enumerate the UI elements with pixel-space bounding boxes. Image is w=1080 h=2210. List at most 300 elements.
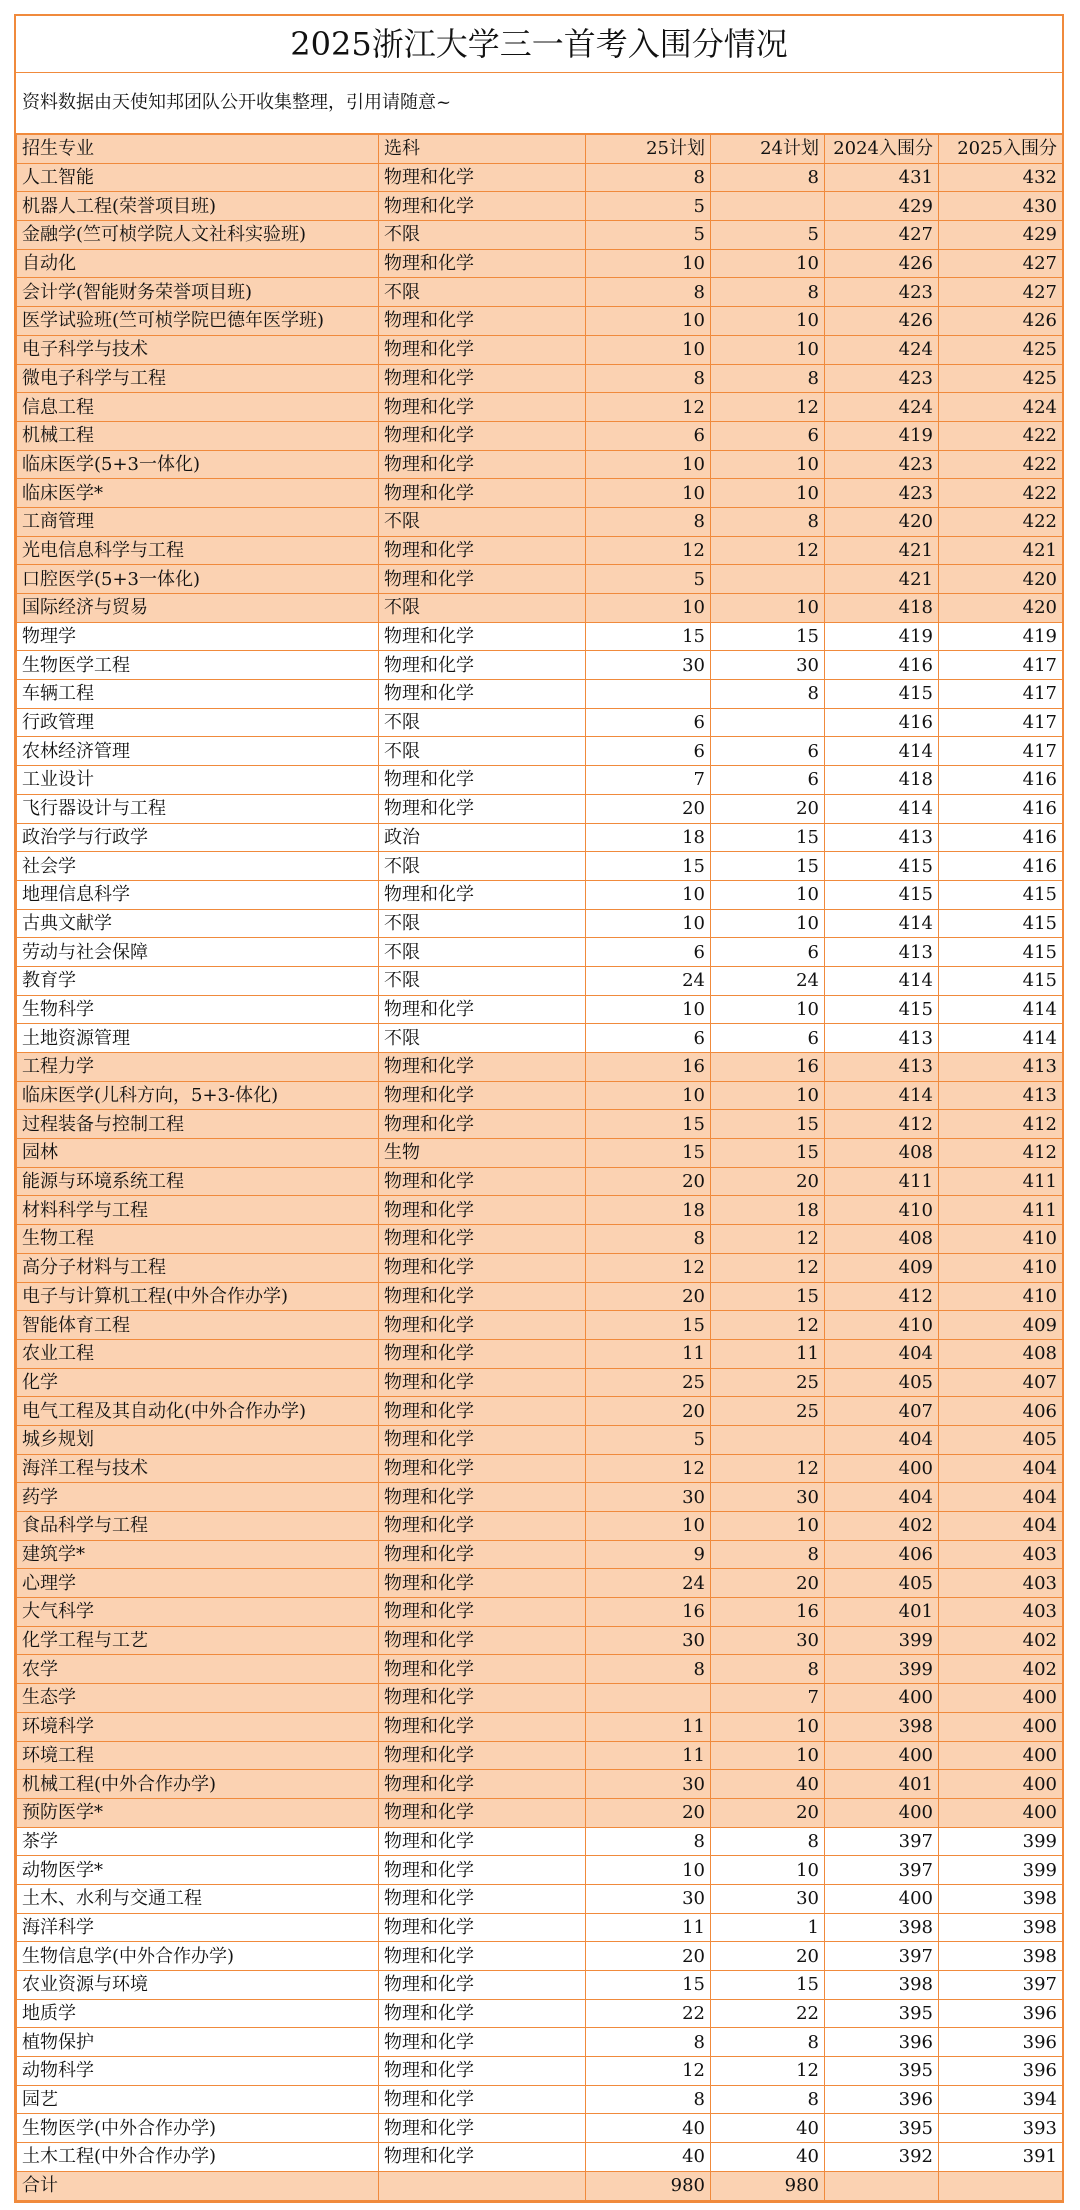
table-row (17, 307, 1063, 336)
table-cell: 400 (825, 1684, 939, 1713)
table-cell: 物理和化学 (379, 1999, 586, 2028)
table-row (17, 1139, 1063, 1168)
table-cell: 414 (825, 737, 939, 766)
table-cell: 426 (825, 307, 939, 336)
table-cell: 20 (586, 1167, 711, 1196)
table-cell: 397 (939, 1971, 1063, 2000)
table-cell: 20 (586, 1282, 711, 1311)
table-cell: 424 (825, 393, 939, 422)
table-row (17, 2057, 1063, 2086)
table-row (17, 536, 1063, 565)
table-cell: 413 (939, 1081, 1063, 1110)
table-cell: 物理和化学 (379, 2057, 586, 2086)
table-cell: 10 (711, 450, 825, 479)
table-cell: 15 (586, 1110, 711, 1139)
table-cell: 18 (586, 1196, 711, 1225)
table-cell: 物理和化学 (379, 1971, 586, 2000)
table-cell: 396 (939, 2028, 1063, 2057)
table-row (17, 421, 1063, 450)
table-cell: 物理和化学 (379, 1225, 586, 1254)
table-cell: 15 (586, 1311, 711, 1340)
table-cell: 20 (711, 1569, 825, 1598)
table-cell: 15 (711, 1139, 825, 1168)
table-cell: 物理和化学 (379, 364, 586, 393)
table-cell: 413 (825, 823, 939, 852)
table-cell: 416 (939, 823, 1063, 852)
table-cell: 物理和化学 (379, 565, 586, 594)
table-cell: 398 (939, 1942, 1063, 1971)
table-cell: 16 (586, 1598, 711, 1627)
table-cell: 25 (711, 1368, 825, 1397)
table-row (17, 1598, 1063, 1627)
table-row (17, 938, 1063, 967)
table-cell: 10 (711, 249, 825, 278)
table-cell: 物理和化学 (379, 249, 586, 278)
table-cell: 6 (711, 421, 825, 450)
table-row (17, 393, 1063, 422)
table-cell: 物理和化学 (379, 1827, 586, 1856)
table-cell: 农业资源与环境 (17, 1971, 379, 2000)
table-row (17, 995, 1063, 1024)
table-cell: 6 (586, 1024, 711, 1053)
table-cell: 6 (586, 938, 711, 967)
table-cell: 政治学与行政学 (17, 823, 379, 852)
table-cell: 6 (711, 938, 825, 967)
table-cell: 物理和化学 (379, 1311, 586, 1340)
table-cell: 410 (939, 1253, 1063, 1282)
table-cell: 411 (939, 1167, 1063, 1196)
table-cell: 421 (939, 536, 1063, 565)
table-cell: 427 (939, 278, 1063, 307)
table-cell: 12 (711, 536, 825, 565)
table-cell: 大气科学 (17, 1598, 379, 1627)
table-cell: 404 (939, 1454, 1063, 1483)
table-cell: 402 (939, 1655, 1063, 1684)
table-row (17, 192, 1063, 221)
table-cell: 398 (825, 1712, 939, 1741)
table-cell: 407 (825, 1397, 939, 1426)
table-cell: 416 (939, 852, 1063, 881)
table-cell: 431 (825, 163, 939, 192)
table-cell: 400 (939, 1712, 1063, 1741)
page-title: 2025浙江大学三一首考入围分情况 (16, 16, 1062, 73)
table-cell: 410 (939, 1225, 1063, 1254)
table-cell: 418 (825, 766, 939, 795)
table-cell: 15 (586, 1139, 711, 1168)
table-cell: 402 (825, 1512, 939, 1541)
table-row (17, 1626, 1063, 1655)
table-cell: 过程装备与控制工程 (17, 1110, 379, 1139)
table-cell: 404 (825, 1483, 939, 1512)
table-cell: 物理和化学 (379, 1053, 586, 1082)
table-cell: 395 (825, 2057, 939, 2086)
table-cell: 16 (711, 1053, 825, 1082)
table-row (17, 1770, 1063, 1799)
table-cell: 10 (586, 1512, 711, 1541)
table-row (17, 1540, 1063, 1569)
table-cell: 物理和化学 (379, 995, 586, 1024)
table-cell: 药学 (17, 1483, 379, 1512)
table-cell: 25 (711, 1397, 825, 1426)
table-cell: 10 (586, 880, 711, 909)
table-cell: 12 (586, 1253, 711, 1282)
table-cell: 物理和化学 (379, 2028, 586, 2057)
table-row (17, 1024, 1063, 1053)
table-row (17, 1339, 1063, 1368)
table-cell: 30 (586, 1483, 711, 1512)
table-cell: 物理和化学 (379, 1770, 586, 1799)
table-cell: 20 (711, 794, 825, 823)
table-row (17, 1397, 1063, 1426)
table-cell: 404 (825, 1425, 939, 1454)
table-cell: 车辆工程 (17, 680, 379, 709)
table-row (17, 1425, 1063, 1454)
table-cell: 425 (939, 335, 1063, 364)
table-cell: 7 (711, 1684, 825, 1713)
table-cell: 413 (825, 938, 939, 967)
table-row (17, 2114, 1063, 2143)
table-cell: 414 (825, 794, 939, 823)
table-cell: 8 (586, 2085, 711, 2114)
table-row (17, 794, 1063, 823)
table-cell: 432 (939, 163, 1063, 192)
table-cell: 10 (586, 995, 711, 1024)
table-cell: 399 (825, 1655, 939, 1684)
table-cell: 30 (586, 1770, 711, 1799)
table-cell: 401 (825, 1598, 939, 1627)
table-row (17, 278, 1063, 307)
table-cell: 智能体育工程 (17, 1311, 379, 1340)
table-row (17, 594, 1063, 623)
table-cell: 426 (825, 249, 939, 278)
table-cell: 国际经济与贸易 (17, 594, 379, 623)
table-cell: 18 (711, 1196, 825, 1225)
table-row (17, 1655, 1063, 1684)
table-cell: 410 (939, 1282, 1063, 1311)
table-cell: 10 (711, 1081, 825, 1110)
table-row (17, 651, 1063, 680)
table-cell: 399 (825, 1626, 939, 1655)
table-cell: 12 (586, 2057, 711, 2086)
table-cell: 工商管理 (17, 507, 379, 536)
table-cell: 12 (711, 1225, 825, 1254)
table-cell: 398 (939, 1913, 1063, 1942)
table-cell: 10 (586, 1856, 711, 1885)
table-cell: 410 (825, 1196, 939, 1225)
table-row (17, 507, 1063, 536)
table-cell: 物理和化学 (379, 1483, 586, 1512)
table-cell: 8 (586, 507, 711, 536)
table-cell: 8 (711, 507, 825, 536)
table-cell: 物理和化学 (379, 1798, 586, 1827)
table-cell: 429 (939, 221, 1063, 250)
table-cell: 8 (711, 163, 825, 192)
table-cell: 机器人工程(荣誉项目班) (17, 192, 379, 221)
table-cell: 403 (939, 1540, 1063, 1569)
table-cell: 406 (825, 1540, 939, 1569)
table-cell: 微电子科学与工程 (17, 364, 379, 393)
table-cell: 8 (711, 1655, 825, 1684)
table-row (17, 1196, 1063, 1225)
table-cell: 生物 (379, 1139, 586, 1168)
table-cell: 413 (939, 1053, 1063, 1082)
table-cell: 化学工程与工艺 (17, 1626, 379, 1655)
table-cell: 10 (711, 335, 825, 364)
table-cell: 城乡规划 (17, 1425, 379, 1454)
table-cell (711, 565, 825, 594)
table-cell: 物理和化学 (379, 1856, 586, 1885)
table-cell: 394 (939, 2085, 1063, 2114)
table-cell: 不限 (379, 938, 586, 967)
table-cell: 408 (939, 1339, 1063, 1368)
table-cell: 机械工程(中外合作办学) (17, 1770, 379, 1799)
table-cell: 10 (586, 307, 711, 336)
table-row (17, 249, 1063, 278)
table-cell: 399 (939, 1827, 1063, 1856)
table-cell: 物理和化学 (379, 2085, 586, 2114)
table-cell: 6 (586, 737, 711, 766)
table-row (17, 335, 1063, 364)
table-cell: 420 (825, 507, 939, 536)
table-cell: 396 (939, 1999, 1063, 2028)
table-cell: 6 (711, 766, 825, 795)
table-cell: 物理和化学 (379, 1397, 586, 1426)
table-cell: 396 (825, 2085, 939, 2114)
table-cell: 人工智能 (17, 163, 379, 192)
table-cell: 412 (825, 1282, 939, 1311)
table-row (17, 680, 1063, 709)
table-cell: 400 (939, 1770, 1063, 1799)
table-cell: 土木、水利与交通工程 (17, 1884, 379, 1913)
table-cell: 393 (939, 2114, 1063, 2143)
table-cell: 劳动与社会保障 (17, 938, 379, 967)
table-cell: 地理信息科学 (17, 880, 379, 909)
table-cell: 建筑学* (17, 1540, 379, 1569)
table-row (17, 1512, 1063, 1541)
table-cell: 415 (825, 852, 939, 881)
table-cell: 7 (586, 766, 711, 795)
table-cell: 物理和化学 (379, 1282, 586, 1311)
table-cell: 403 (939, 1569, 1063, 1598)
table-cell: 物理和化学 (379, 1339, 586, 1368)
table-cell: 15 (711, 823, 825, 852)
table-cell: 424 (825, 335, 939, 364)
table-cell: 园林 (17, 1139, 379, 1168)
table-cell: 心理学 (17, 1569, 379, 1598)
table-cell: 物理和化学 (379, 2143, 586, 2172)
table-cell: 15 (711, 622, 825, 651)
table-cell: 20 (586, 1798, 711, 1827)
table-cell: 8 (711, 364, 825, 393)
table-cell: 429 (825, 192, 939, 221)
table-cell: 12 (711, 1311, 825, 1340)
table-cell: 8 (711, 2085, 825, 2114)
table-cell: 411 (825, 1167, 939, 1196)
table-cell: 物理和化学 (379, 1884, 586, 1913)
table-cell: 404 (939, 1483, 1063, 1512)
table-cell: 动物医学* (17, 1856, 379, 1885)
table-cell: 8 (711, 680, 825, 709)
table-cell: 396 (825, 2028, 939, 2057)
table-cell: 物理和化学 (379, 1540, 586, 1569)
table-cell: 6 (711, 1024, 825, 1053)
table-header-row (17, 135, 1063, 164)
table-cell: 415 (825, 680, 939, 709)
table-cell: 427 (825, 221, 939, 250)
table-cell: 物理和化学 (379, 1368, 586, 1397)
table-cell: 不限 (379, 507, 586, 536)
table-cell: 399 (939, 1856, 1063, 1885)
table-cell: 6 (586, 421, 711, 450)
table-cell: 402 (939, 1626, 1063, 1655)
table-cell: 物理和化学 (379, 1655, 586, 1684)
table-cell: 18 (586, 823, 711, 852)
table-row (17, 163, 1063, 192)
table-cell: 398 (939, 1884, 1063, 1913)
table-row (17, 1913, 1063, 1942)
table-cell: 不限 (379, 594, 586, 623)
table-cell: 6 (711, 737, 825, 766)
table-cell: 397 (825, 1827, 939, 1856)
table-cell: 10 (586, 479, 711, 508)
table-cell: 15 (711, 852, 825, 881)
table-cell: 农业工程 (17, 1339, 379, 1368)
table-cell: 临床医学(5+3一体化) (17, 450, 379, 479)
table-cell: 教育学 (17, 966, 379, 995)
table-cell: 8 (586, 1655, 711, 1684)
table-cell: 414 (825, 909, 939, 938)
table-cell: 20 (586, 1942, 711, 1971)
table-row (17, 622, 1063, 651)
table-cell: 412 (825, 1110, 939, 1139)
table-cell: 土地资源管理 (17, 1024, 379, 1053)
table-cell: 410 (825, 1311, 939, 1340)
table-row (17, 1569, 1063, 1598)
table-cell: 8 (711, 2028, 825, 2057)
table-row (17, 1483, 1063, 1512)
table-cell: 物理和化学 (379, 880, 586, 909)
table-cell: 30 (586, 1626, 711, 1655)
table-cell: 物理和化学 (379, 622, 586, 651)
table-row (17, 766, 1063, 795)
table-cell: 物理和化学 (379, 479, 586, 508)
table-cell: 物理和化学 (379, 1110, 586, 1139)
table-cell: 园艺 (17, 2085, 379, 2114)
table-cell: 401 (825, 1770, 939, 1799)
table-cell: 物理和化学 (379, 766, 586, 795)
table-cell: 生物医学工程 (17, 651, 379, 680)
table-cell: 8 (586, 278, 711, 307)
table-cell: 406 (939, 1397, 1063, 1426)
table-cell: 5 (711, 221, 825, 250)
table-row (17, 823, 1063, 852)
table-cell: 423 (825, 479, 939, 508)
table-cell: 不限 (379, 278, 586, 307)
table-row (17, 909, 1063, 938)
table-cell: 10 (711, 995, 825, 1024)
table-cell: 临床医学* (17, 479, 379, 508)
table-cell: 物理和化学 (379, 192, 586, 221)
table-cell: 海洋工程与技术 (17, 1454, 379, 1483)
table-cell: 生态学 (17, 1684, 379, 1713)
table-cell: 416 (939, 766, 1063, 795)
table-row (17, 880, 1063, 909)
table-cell: 物理和化学 (379, 1626, 586, 1655)
table-cell: 421 (825, 536, 939, 565)
table-cell: 物理和化学 (379, 307, 586, 336)
table-row (17, 2028, 1063, 2057)
table-cell: 25 (586, 1368, 711, 1397)
table-cell: 10 (711, 594, 825, 623)
table-cell: 407 (939, 1368, 1063, 1397)
table-cell: 11 (586, 1712, 711, 1741)
table-cell: 物理和化学 (379, 1569, 586, 1598)
table-cell: 物理学 (17, 622, 379, 651)
table-cell: 980 (711, 2171, 825, 2200)
table-cell (586, 1684, 711, 1713)
table-cell: 415 (825, 880, 939, 909)
table-cell: 生物信息学(中外合作办学) (17, 1942, 379, 1971)
table-cell: 信息工程 (17, 393, 379, 422)
table-cell: 409 (939, 1311, 1063, 1340)
table-cell: 20 (586, 1397, 711, 1426)
table-cell: 12 (711, 1454, 825, 1483)
table-cell: 417 (939, 737, 1063, 766)
table-cell: 8 (586, 1225, 711, 1254)
table-cell: 40 (586, 2143, 711, 2172)
table-cell: 10 (586, 909, 711, 938)
table-cell: 414 (825, 1081, 939, 1110)
table-cell: 医学试验班(竺可桢学院巴德年医学班) (17, 307, 379, 336)
table-cell: 15 (711, 1110, 825, 1139)
table-cell: 物理和化学 (379, 421, 586, 450)
table-cell: 980 (586, 2171, 711, 2200)
table-cell: 10 (711, 1712, 825, 1741)
table-cell: 会计学(智能财务荣誉项目班) (17, 278, 379, 307)
table-cell: 物理和化学 (379, 1425, 586, 1454)
table-cell: 405 (939, 1425, 1063, 1454)
table-cell: 食品科学与工程 (17, 1512, 379, 1541)
table-cell: 政治 (379, 823, 586, 852)
table-row (17, 1110, 1063, 1139)
table-cell: 423 (825, 364, 939, 393)
table-cell: 临床医学(儿科方向，5+3-体化) (17, 1081, 379, 1110)
table-cell: 12 (711, 1253, 825, 1282)
table-cell: 高分子材料与工程 (17, 1253, 379, 1282)
table-cell: 不限 (379, 221, 586, 250)
table-cell: 10 (586, 249, 711, 278)
table-cell: 预防医学* (17, 1798, 379, 1827)
table-cell: 419 (825, 421, 939, 450)
table-cell: 金融学(竺可桢学院人文社科实验班) (17, 221, 379, 250)
table-cell: 413 (825, 1053, 939, 1082)
table-cell: 400 (939, 1741, 1063, 1770)
table-cell: 物理和化学 (379, 794, 586, 823)
table-row (17, 2143, 1063, 2172)
table-cell: 25计划 (586, 135, 711, 164)
table-cell: 15 (586, 852, 711, 881)
table-cell: 425 (939, 364, 1063, 393)
table-cell: 物理和化学 (379, 1167, 586, 1196)
table-cell: 20 (711, 1167, 825, 1196)
table-cell: 22 (586, 1999, 711, 2028)
table-cell: 8 (586, 2028, 711, 2057)
table-cell: 16 (586, 1053, 711, 1082)
table-cell: 422 (939, 507, 1063, 536)
table-cell: 环境科学 (17, 1712, 379, 1741)
table-cell: 418 (825, 594, 939, 623)
table-cell: 40 (711, 1770, 825, 1799)
